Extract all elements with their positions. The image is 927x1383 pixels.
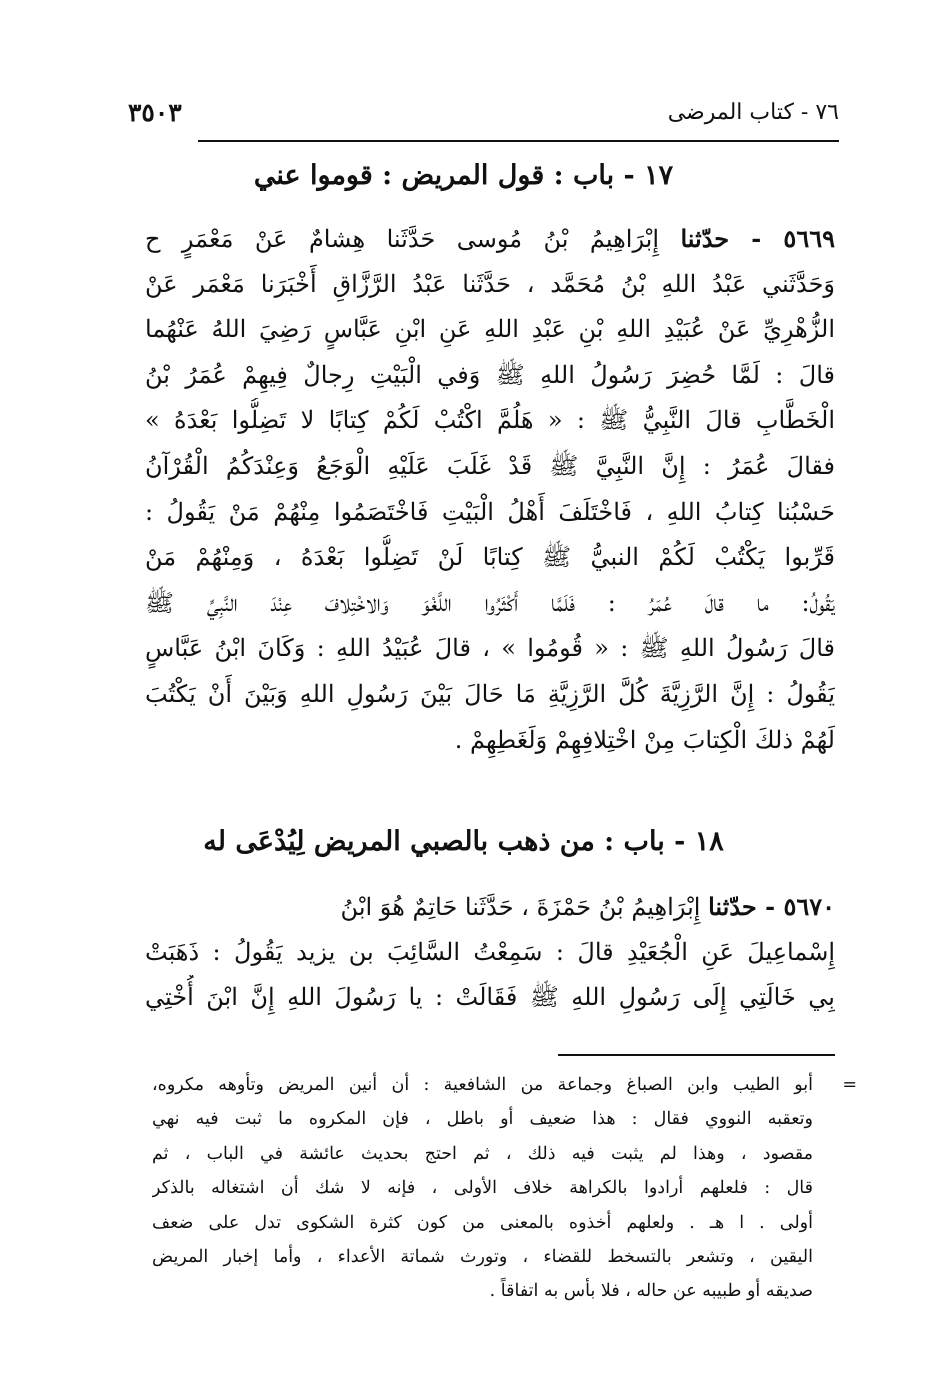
footnote-line: اليقين ، وتشعر بالتسخط للقضاء ، وتورث شماتة الأعداء ، وأما إخبار المريض <box>152 1246 813 1267</box>
hadith-line: بِي خَالَتِي إِلَى رَسُولِ اللهِ ﷺ فَقَالَتْ : يا رَسُولَ اللهِ إِنَّ ابْنَ أُخْتِي <box>145 983 835 1012</box>
footnote-body <box>152 1068 835 1309</box>
hadith-number: ٥٦٧٠ - حدّثنا <box>708 892 835 921</box>
hadith-5669 <box>145 216 835 763</box>
running-title: ٧٦ - كتاب المرضى <box>667 99 839 125</box>
footnote-line: أولى . ا هـ . ولعلهم أخذوه بالمعنى من كون كثرة الشكوى تدل على ضعف <box>152 1212 813 1233</box>
header-rule <box>198 140 839 142</box>
footnote-line: مقصود ، وهذا لم يثبت فيه ذلك ، ثم احتج بحديث عائشة في الباب ، ثم <box>152 1143 813 1164</box>
hadith-line: الزُّهْرِيِّ عَنْ عُبَيْدِ اللهِ بْنِ عَبْدِ اللهِ عَنِ ابْنِ عَبَّاسٍ رَضِيَ اللهُ عَنْهُما <box>145 315 835 344</box>
footnote-line: وتعقبه النووي فقال : هذا ضعيف أو باطل ، فإن المكروه ما ثبت فيه نهي <box>152 1109 813 1130</box>
page-header <box>128 92 839 132</box>
hadith-line: وَحَدَّثَني عَبْدُ اللهِ بْنُ مُحَمَّد ، حَدَّثَنا عَبْدُ الرَّزَّاقِ أَخْبَرَنا مَعْمَر عَنْ <box>145 269 835 298</box>
hadith-line: الْخَطَّابِ قالَ النَّبِيُّ ﷺ : « هَلُمَّ اكْتُبْ لَكُمْ كِتابًا لا تَضِلُّوا بَعْدَهُ » <box>145 406 835 435</box>
footnote-line: أبو الطيب وابن الصباغ وجماعة من الشافعية : أن أنين المريض وتأوهه مكروه، <box>152 1075 813 1095</box>
hadith-line: يَقُولُ : إِنَّ الرَّزِيَّةَ كُلَّ الرَّزِيَّةِ مَا حَالَ بَيْنَ رَسُولِ اللهِ وَبَيْنَ أَنْ يَكْتُبَ <box>145 679 835 708</box>
hadith-line: إِسْماعِيلَ عَنِ الْجُعَيْدِ قالَ : سَمِعْتُ السَّائِبَ بن يزيد يَقُولُ : ذَهَبَتْ <box>145 937 835 966</box>
footnote-line: قال : فلعلهم أرادوا بالكراهة خلاف الأولى ، فإنه لا شك أن اشتغاله بالذكر <box>152 1178 813 1199</box>
hadith-line: قَرِّبوا يَكْتُبْ لَكُمْ النبيُّ ﷺ كِتابًا لَنْ تَضِلُّوا بَعْدَهُ ، وَمِنْهُمْ مَنْ <box>145 543 835 572</box>
page-number: ٣٥٠٣ <box>128 97 182 127</box>
hadith-number: ٥٦٦٩ - حدّثنا <box>680 224 835 253</box>
hadith-text: إِبْرَاهِيمُ بْنُ حَمْزَةَ ، حَدَّثَنا حَاتِمٌ هُوَ ابْنُ <box>340 893 701 921</box>
footnote-line: صديقه أو طبيبه عن حاله ، فلا بأس به اتفاقاً . <box>489 1281 813 1302</box>
hadith-line: يَقُولُ: ما قالَ عُمَرُ : فَلَمَّا أَكْثَرُوا اللَّغْوَ وَالاخْتِلافَ عِنْدَ النَّبِيِّ ﷺ <box>145 588 835 617</box>
chapter-heading-18: ١٨ - باب : من ذهب بالصبي المريض لِيُدْعَى له <box>203 826 724 857</box>
hadith-5670 <box>145 884 835 1021</box>
footnote-rule <box>558 1054 835 1056</box>
hadith-text: إِبْرَاهِيمُ بْنُ مُوسى حَدَّثَنا هِشامٌ عَنْ مَعْمَرٍ ح <box>145 225 660 253</box>
hadith-line: لَهُمْ ذلكَ الْكِتابَ مِنْ اخْتِلافِهِمْ وَلَغَطِهِمْ . <box>454 725 835 754</box>
hadith-line: حَسْبُنا كِتابُ اللهِ ، فَاخْتَلَفَ أَهْلُ الْبَيْتِ فَاخْتَصَمُوا مِنْهُمْ مَنْ يَقُولُ : <box>145 497 835 526</box>
hadith-line <box>145 216 835 262</box>
hadith-line: فقالَ عُمَرُ : إِنَّ النَّبِيَّ ﷺ قَدْ غَلَبَ عَلَيْهِ الْوَجَعُ وَعِنْدَكُمُ الْقُرْآنُ <box>145 451 835 480</box>
footnote <box>152 1068 857 1309</box>
footnote-continuation-marker: = <box>842 1075 857 1095</box>
chapter-heading-17: ١٧ - باب : قول المريض : قوموا عني <box>253 160 674 191</box>
hadith-line: قالَ : لَمَّا حُضِرَ رَسُولُ اللهِ ﷺ وَفي الْبَيْتِ رِجالٌ فِيهِمْ عُمَرُ بْنُ <box>145 360 835 389</box>
hadith-line <box>145 884 835 930</box>
hadith-line: قالَ رَسُولُ اللهِ ﷺ : « قُومُوا » ، قالَ عُبَيْدُ اللهِ : وَكَانَ ابْنُ عَبَّاسٍ <box>145 634 835 663</box>
